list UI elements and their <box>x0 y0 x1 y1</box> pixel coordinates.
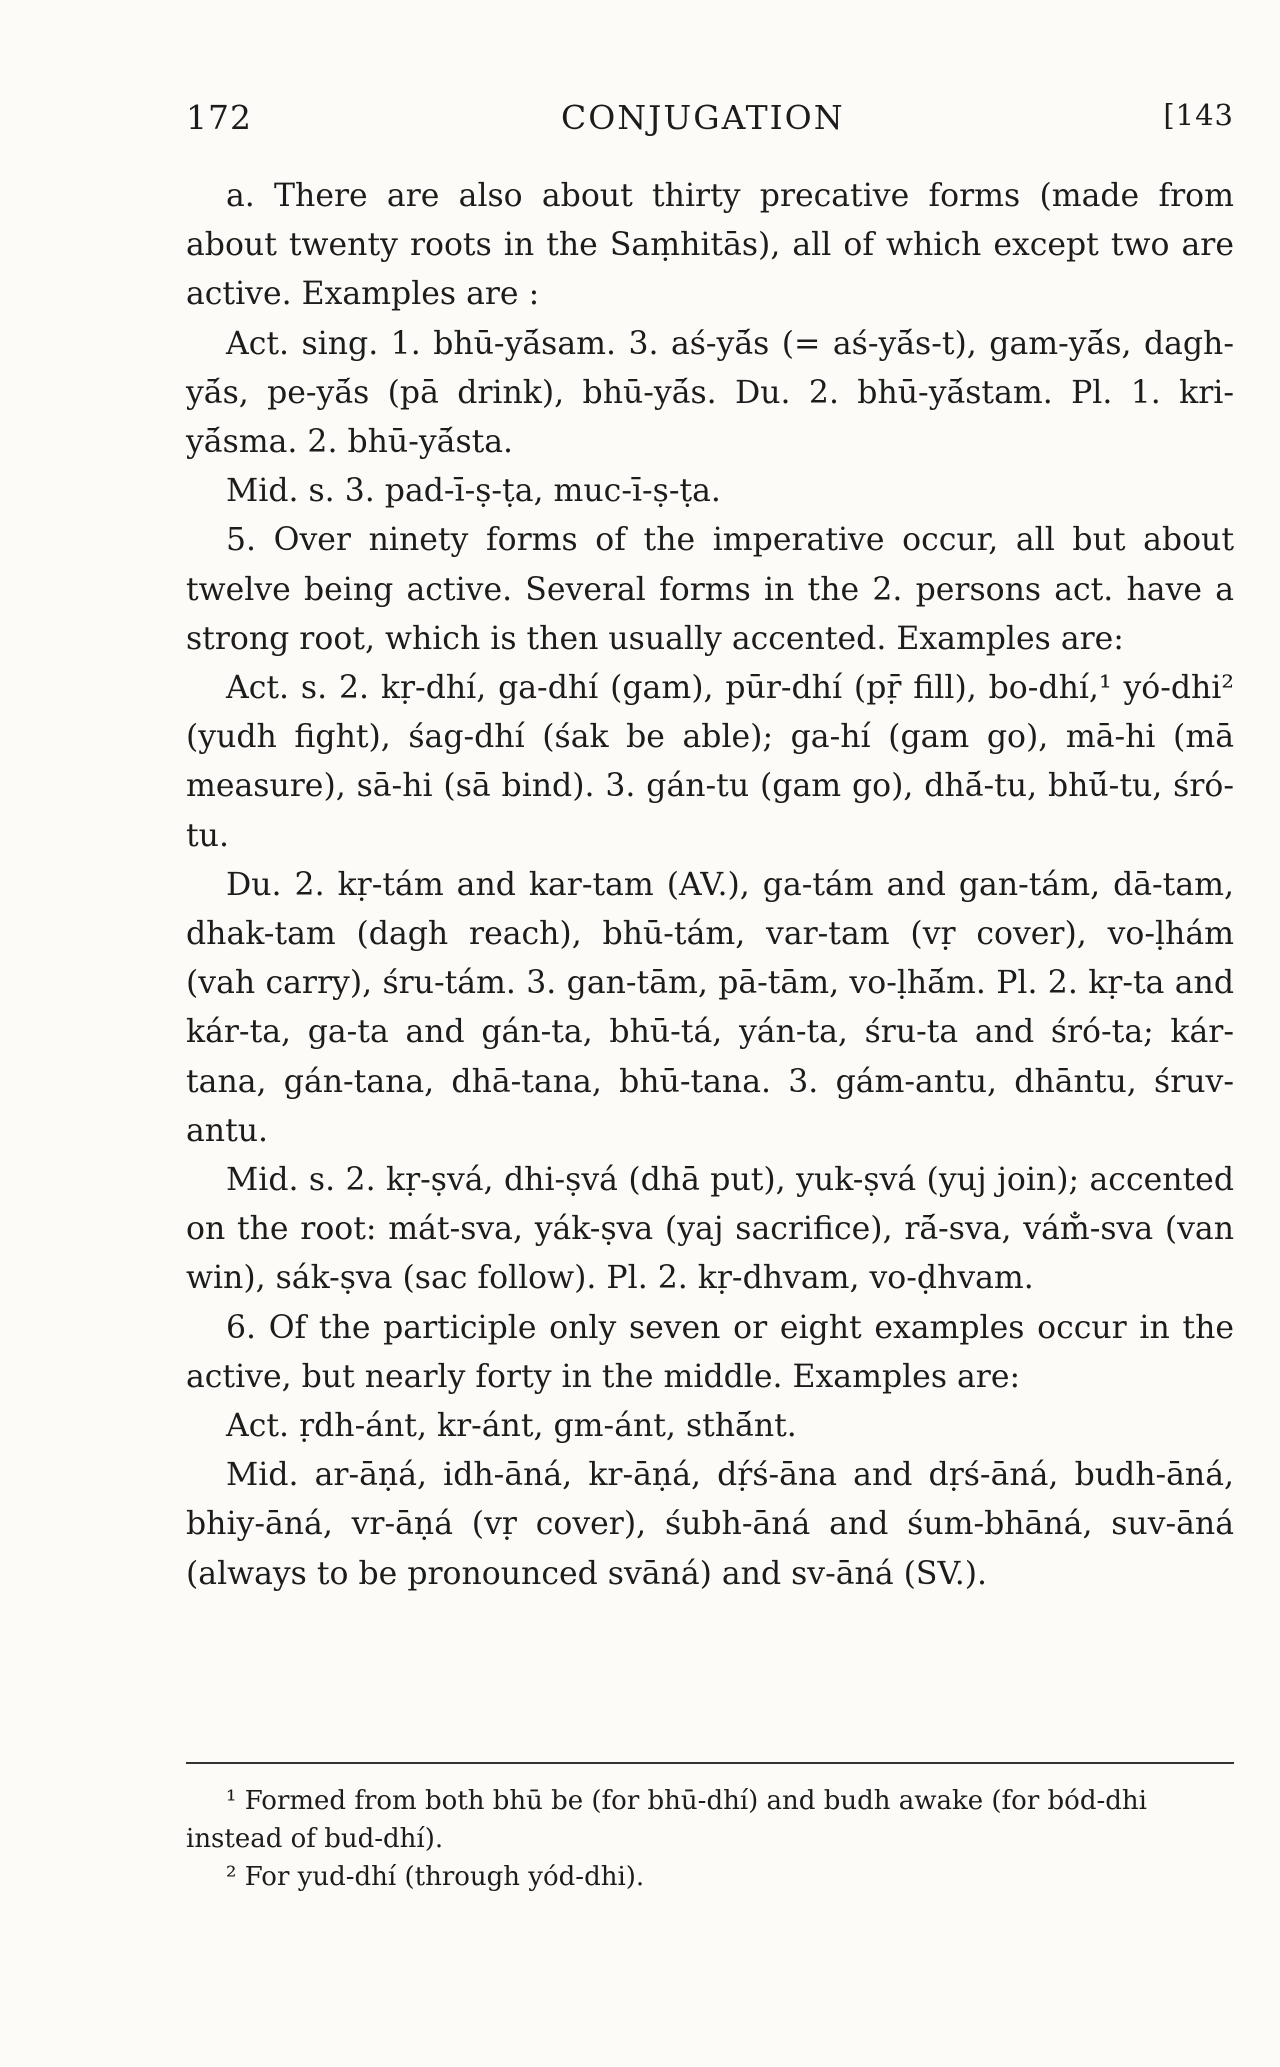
running-header <box>186 98 1234 148</box>
footnote-1: ¹ Formed from both bhū be (for bhū-dhí) and budh awake (for bód-dhi instead of bud-dhí). <box>186 1786 1147 1854</box>
paragraph-participle-active: Act. ṛdh-ánt, kr-ánt, gm-ánt, sthā́nt. <box>226 1408 797 1445</box>
paragraph-five: 5. Over ninety forms of the imperative occur, all but about twelve being active. Several forms in the 2. persons act. have a strong root, which is then usually accented. Examples are: <box>186 522 1234 657</box>
page-title: CONJUGATION <box>561 98 845 137</box>
paragraph-alpha: a. There are also about thirty precative forms (made from about twenty roots in the Saṃhitās), all of which except two are active. Examples are : <box>186 178 1234 313</box>
paragraph-precative-active: Act. sing. 1. bhū-yā́sam. 3. aś-yā́s (= aś-yā́s-t), gam-yā́s, dagh-yā́s, pe-yā́s (pā drink), bhū-yā́s. Du. 2. bhū-yā́stam. Pl. 1. kri-yā́sma. 2. bhū-yā́sta. <box>186 325 1234 461</box>
paragraph-imperative-dual: Du. 2. kṛ-tám and kar-tam (AV.), ga-tám and gan-tám, dā-tam, dhak-tam (dagh reach), bhū-tám, var-tam (vṛ cover), vo-ḷhám (vah carry), śru-tám. 3. gan-tām, pā-tām, vo-ḷhā́m. Pl. 2. kṛ-ta and kár-ta, ga-ta and gán-ta, bhū-tá, yán-ta, śru-ta and śró-ta; kár-tana, gán-tana, dhā-tana, bhū-tana. 3. gám-antu, dhāntu, śruv-antu. <box>186 866 1234 1149</box>
footnotes <box>186 1782 1234 1896</box>
footnote-2: ² For yud-dhí (through yód-dhi). <box>226 1862 645 1892</box>
paragraph-six: 6. Of the participle only seven or eight examples occur in the active, but nearly forty in the middle. Examples are: <box>186 1309 1234 1395</box>
footnote-divider <box>186 1762 1234 1764</box>
paragraph-participle-middle: Mid. ar-āṇá, idh-āná, kr-āṇá, dṛ́ś-āna and dṛś-āná, budh-āná, bhiy-āná, vr-āṇá (vṛ cover), śubh-āná and śum-bhāná, suv-āná (always to be pronounced svāná) and sv-āná (SV.). <box>186 1457 1234 1592</box>
body-text <box>186 172 1234 1599</box>
page-number: 172 <box>186 98 252 137</box>
section-number: [143 <box>1163 98 1234 132</box>
paragraph-precative-middle: Mid. s. 3. pad-ī-ṣ-ṭa, muc-ī-ṣ-ṭa. <box>226 473 721 510</box>
paragraph-imperative-middle: Mid. s. 2. kṛ-ṣvá, dhi-ṣvá (dhā put), yuk-ṣvá (yuj join); accented on the root: mát-sva, yák-ṣva (yaj sacrifice), rā́-sva, vám̐-sva (van win), sák-ṣva (sac follow). Pl. 2. kṛ-dhvam, vo-ḍhvam. <box>186 1162 1234 1297</box>
paragraph-imperative-active: Act. s. 2. kṛ-dhí, ga-dhí (gam), pūr-dhí (pṝ fill), bo-dhí,¹ yó-dhi² (yudh fight), śag-dhí (śak be able); ga-hí (gam go), mā-hi (mā measure), sā-hi (sā bind). 3. gán-tu (gam go), dhā́-tu, bhū́-tu, śró-tu. <box>186 670 1234 854</box>
